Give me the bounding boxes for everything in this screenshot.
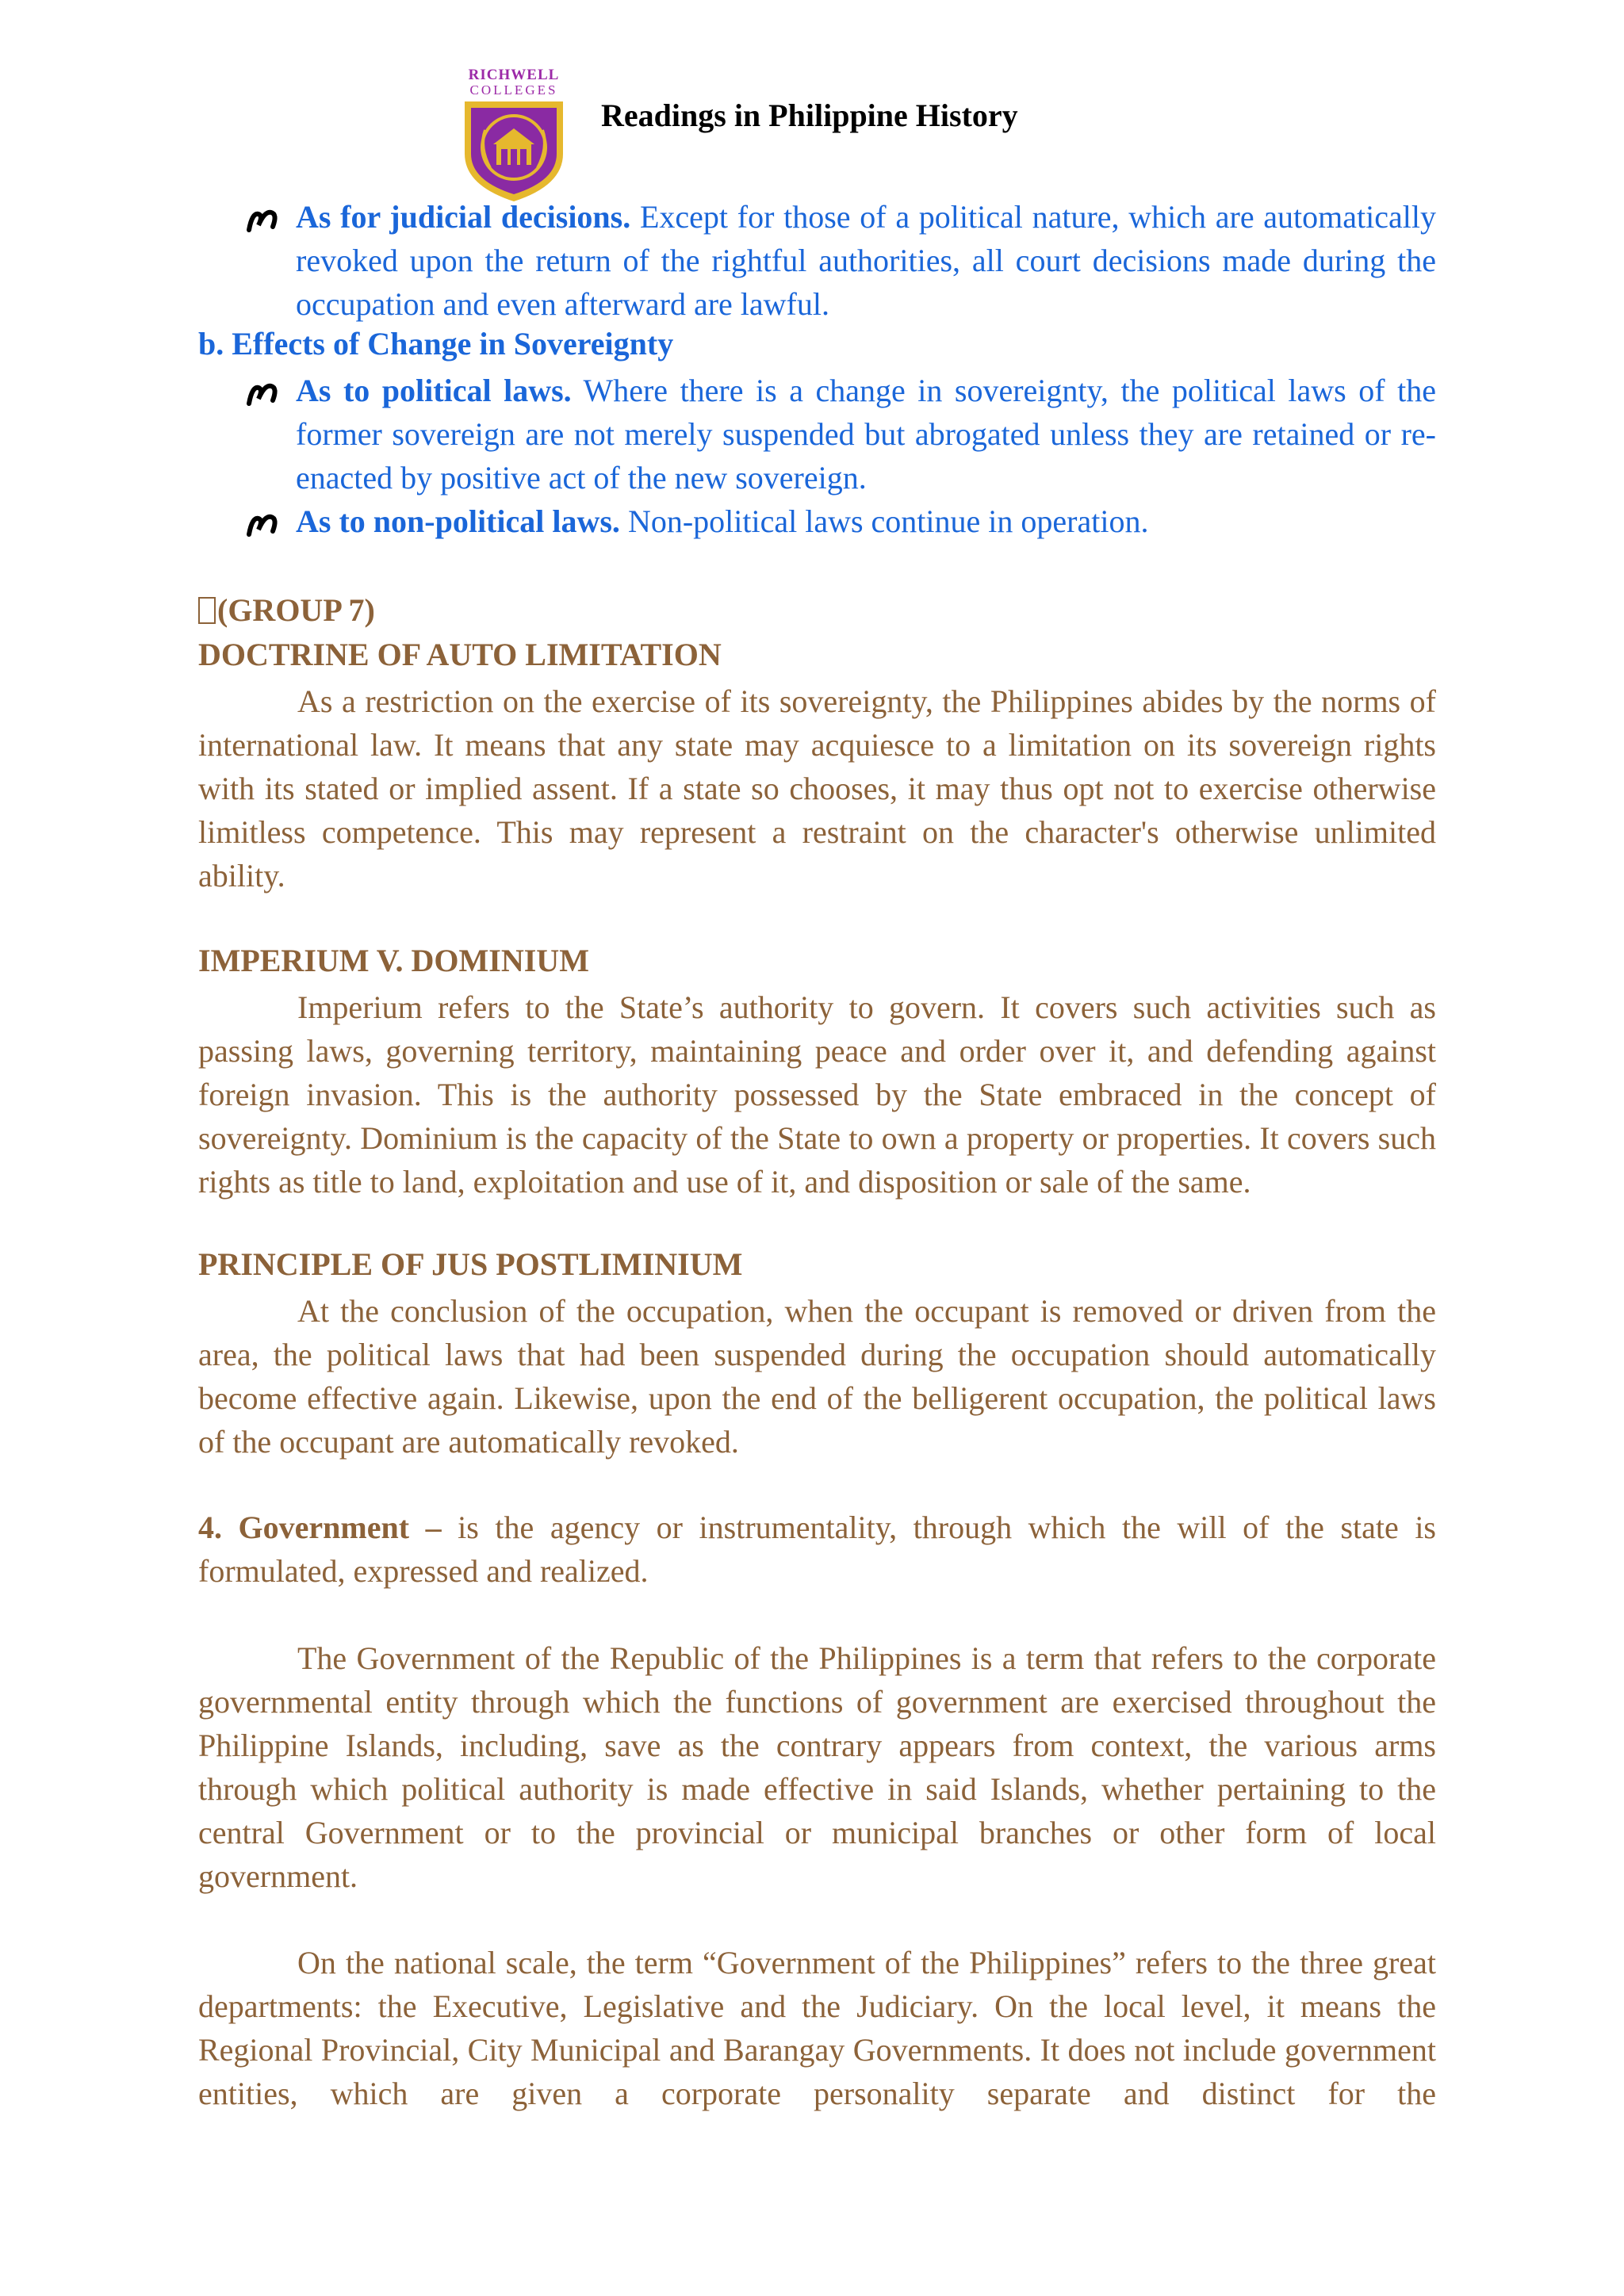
government-lead: 4. Government – [198, 1510, 442, 1545]
section-b-heading: b. Effects of Change in Sovereignty [198, 326, 674, 362]
logo-text-line2: COLLEGES [469, 82, 558, 98]
group-label-text: (GROUP 7) [217, 592, 375, 628]
bullet-text: Except for those of a political nature, which are automatically revoked upon the return of the rightful authorities, all court decisions made during the occupation and even afterward are lawful. [296, 199, 1436, 322]
arrow-bullet-icon [246, 206, 279, 233]
logo-text-line1: RICHWELL [468, 67, 560, 83]
government-paragraph-2: On the national scale, the term “Government of the Philippines” refers to the three great departments: the Executive, Legislative and the Judiciary. On the local level, it means the Regional Provincial, City Municipal and Barangay Governments. It does not include government entities, which are given a corporate personality separate and distinct for the [198, 1945, 1436, 2111]
bullet-text: Non-political laws continue in operation. [619, 503, 1149, 539]
doctrine-heading: DOCTRINE OF AUTO LIMITATION [198, 637, 722, 672]
logo-shield-icon [462, 98, 566, 205]
bullet-lead: As to non-political laws. [296, 503, 620, 539]
government-definition [198, 1506, 1436, 1593]
header-title: Readings in Philippine History [601, 98, 1018, 133]
arrow-bullet-icon [246, 511, 279, 538]
government-paragraph-1: The Government of the Republic of the Philippines is a term that refers to the corporate governmental entity through which the functions of government are exercised throughout the Philippine Islands, including, save as the contrary appears from context, the various arms through which political authority is made effective in said Islands, whether pertaining to the central Government or to the provincial or municipal branches or other form of local government. [198, 1640, 1436, 1894]
group-label [198, 591, 375, 629]
imperium-body: Imperium refers to the State’s authority to govern. It covers such activities such as passing laws, governing territory, maintaining peace and order over it, and defending against foreign invasion. This is the authority possessed by the State embraced in the concept of sovereignty. Dominium is the capacity of the State to own a property or properties. It covers such rights as title to land, exploitation and use of it, and disposition or sale of the same. [198, 989, 1436, 1200]
government-definition-text: is the agency or instrumentality, through which the will of the state is formulated, expressed and realized. [198, 1510, 1436, 1589]
imperium-heading: IMPERIUM V. DOMINIUM [198, 943, 589, 978]
bullet-text: Where there is a change in sovereignty, the political laws of the former sovereign are not merely suspended but abrogated unless they are retained or re-enacted by positive act of the new sovereign. [296, 373, 1436, 496]
jus-postliminium-body: At the conclusion of the occupation, when the occupant is removed or driven from the area, the political laws that had been suspended during the occupation should automatically become effective again. Likewise, upon the end of the belligerent occupation, the political laws of the occupant are automatically revoked. [198, 1293, 1436, 1460]
arrow-bullet-icon [246, 380, 279, 407]
missing-glyph-icon [198, 597, 216, 624]
bullet-lead: As for judicial decisions. [296, 199, 631, 235]
bullet-lead: As to political laws. [296, 373, 572, 408]
doctrine-body: As a restriction on the exercise of its sovereignty, the Philippines abides by the norms of international law. It means that any state may acquiesce to a limitation on its sovereign rights with its stated or implied assent. If a state so chooses, it may thus opt not to exercise otherwise limitless competence. This may represent a restraint on the character's otherwise unlimited ability. [198, 683, 1436, 894]
jus-postliminium-heading: PRINCIPLE OF JUS POSTLIMINIUM [198, 1246, 743, 1282]
richwell-colleges-logo [460, 67, 568, 206]
